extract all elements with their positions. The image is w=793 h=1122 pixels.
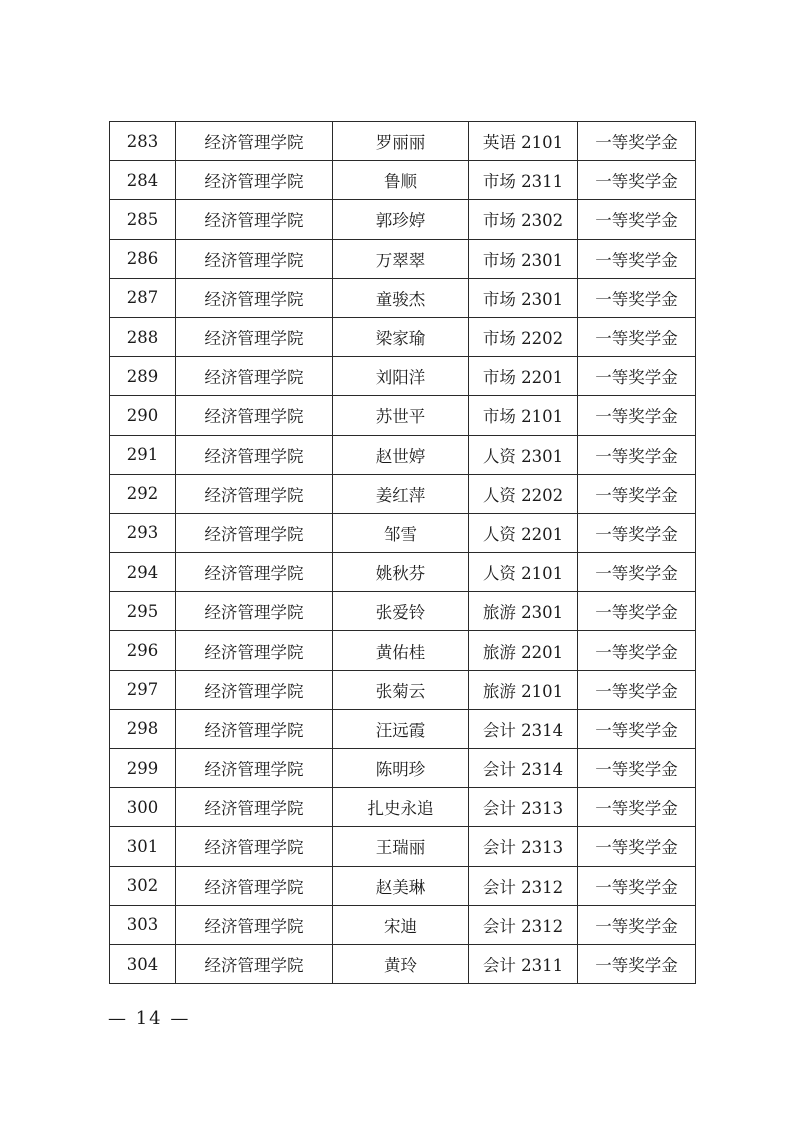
cell-award: 一等奖学金: [578, 905, 696, 944]
cell-award: 一等奖学金: [578, 161, 696, 200]
cell-college: 经济管理学院: [176, 709, 333, 748]
cell-number: 285: [110, 200, 176, 239]
cell-award: 一等奖学金: [578, 317, 696, 356]
cell-award: 一等奖学金: [578, 200, 696, 239]
cell-college: 经济管理学院: [176, 161, 333, 200]
cell-award: 一等奖学金: [578, 827, 696, 866]
cell-award: 一等奖学金: [578, 357, 696, 396]
cell-class: 市场 2202: [469, 317, 578, 356]
cell-class: 会计 2312: [469, 905, 578, 944]
cell-award: 一等奖学金: [578, 749, 696, 788]
table-body: [110, 122, 696, 984]
cell-class: 会计 2314: [469, 749, 578, 788]
cell-award: 一等奖学金: [578, 122, 696, 161]
cell-college: 经济管理学院: [176, 200, 333, 239]
cell-class: 人资 2202: [469, 474, 578, 513]
cell-award: 一等奖学金: [578, 631, 696, 670]
cell-class: 旅游 2101: [469, 670, 578, 709]
table-row: [110, 944, 696, 983]
table-row: [110, 905, 696, 944]
table-row: [110, 357, 696, 396]
cell-college: 经济管理学院: [176, 122, 333, 161]
cell-number: 297: [110, 670, 176, 709]
cell-class: 市场 2101: [469, 396, 578, 435]
cell-college: 经济管理学院: [176, 474, 333, 513]
table-row: [110, 827, 696, 866]
table-row: [110, 122, 696, 161]
table-row: [110, 553, 696, 592]
cell-class: 英语 2101: [469, 122, 578, 161]
cell-college: 经济管理学院: [176, 553, 333, 592]
cell-class: 人资 2301: [469, 435, 578, 474]
cell-number: 286: [110, 239, 176, 278]
cell-college: 经济管理学院: [176, 239, 333, 278]
cell-college: 经济管理学院: [176, 592, 333, 631]
cell-name: 赵美琳: [333, 866, 469, 905]
cell-award: 一等奖学金: [578, 592, 696, 631]
table-row: [110, 161, 696, 200]
cell-class: 人资 2101: [469, 553, 578, 592]
cell-college: 经济管理学院: [176, 788, 333, 827]
table-row: [110, 592, 696, 631]
cell-college: 经济管理学院: [176, 905, 333, 944]
cell-class: 市场 2311: [469, 161, 578, 200]
cell-class: 人资 2201: [469, 513, 578, 552]
cell-name: 罗丽丽: [333, 122, 469, 161]
cell-number: 284: [110, 161, 176, 200]
table-row: [110, 631, 696, 670]
cell-number: 294: [110, 553, 176, 592]
cell-college: 经济管理学院: [176, 278, 333, 317]
cell-class: 市场 2301: [469, 239, 578, 278]
cell-number: 296: [110, 631, 176, 670]
cell-college: 经济管理学院: [176, 435, 333, 474]
cell-name: 姚秋芬: [333, 553, 469, 592]
table-row: [110, 670, 696, 709]
cell-class: 会计 2312: [469, 866, 578, 905]
cell-class: 会计 2313: [469, 788, 578, 827]
cell-award: 一等奖学金: [578, 670, 696, 709]
cell-number: 298: [110, 709, 176, 748]
cell-name: 黄佑桂: [333, 631, 469, 670]
scholarship-table-container: [109, 121, 695, 984]
table-row: [110, 317, 696, 356]
cell-award: 一等奖学金: [578, 944, 696, 983]
cell-name: 赵世婷: [333, 435, 469, 474]
table-row: [110, 200, 696, 239]
table-row: [110, 866, 696, 905]
table-row: [110, 749, 696, 788]
cell-number: 303: [110, 905, 176, 944]
cell-name: 张菊云: [333, 670, 469, 709]
cell-class: 会计 2314: [469, 709, 578, 748]
cell-number: 300: [110, 788, 176, 827]
cell-name: 万翠翠: [333, 239, 469, 278]
table-row: [110, 435, 696, 474]
cell-number: 293: [110, 513, 176, 552]
cell-name: 宋迪: [333, 905, 469, 944]
table-row: [110, 788, 696, 827]
cell-college: 经济管理学院: [176, 396, 333, 435]
cell-award: 一等奖学金: [578, 866, 696, 905]
cell-name: 黄玲: [333, 944, 469, 983]
table-row: [110, 278, 696, 317]
page-number: — 14 —: [108, 1008, 191, 1029]
cell-name: 苏世平: [333, 396, 469, 435]
scholarship-table: [109, 121, 696, 984]
cell-number: 283: [110, 122, 176, 161]
cell-name: 刘阳洋: [333, 357, 469, 396]
cell-college: 经济管理学院: [176, 827, 333, 866]
cell-award: 一等奖学金: [578, 278, 696, 317]
cell-name: 梁家瑜: [333, 317, 469, 356]
cell-college: 经济管理学院: [176, 513, 333, 552]
cell-class: 会计 2311: [469, 944, 578, 983]
cell-name: 张爱铃: [333, 592, 469, 631]
cell-number: 288: [110, 317, 176, 356]
cell-college: 经济管理学院: [176, 631, 333, 670]
table-row: [110, 239, 696, 278]
cell-class: 旅游 2201: [469, 631, 578, 670]
cell-number: 304: [110, 944, 176, 983]
table-row: [110, 396, 696, 435]
cell-name: 扎史永追: [333, 788, 469, 827]
cell-number: 295: [110, 592, 176, 631]
cell-award: 一等奖学金: [578, 396, 696, 435]
cell-name: 童骏杰: [333, 278, 469, 317]
cell-class: 会计 2313: [469, 827, 578, 866]
cell-number: 301: [110, 827, 176, 866]
table-row: [110, 709, 696, 748]
cell-class: 市场 2301: [469, 278, 578, 317]
cell-name: 汪远霞: [333, 709, 469, 748]
cell-number: 289: [110, 357, 176, 396]
cell-award: 一等奖学金: [578, 709, 696, 748]
table-row: [110, 474, 696, 513]
cell-award: 一等奖学金: [578, 788, 696, 827]
cell-name: 邹雪: [333, 513, 469, 552]
cell-number: 302: [110, 866, 176, 905]
cell-number: 291: [110, 435, 176, 474]
cell-class: 旅游 2301: [469, 592, 578, 631]
cell-name: 姜红萍: [333, 474, 469, 513]
cell-college: 经济管理学院: [176, 749, 333, 788]
cell-number: 292: [110, 474, 176, 513]
cell-college: 经济管理学院: [176, 944, 333, 983]
cell-college: 经济管理学院: [176, 357, 333, 396]
cell-name: 陈明珍: [333, 749, 469, 788]
cell-class: 市场 2302: [469, 200, 578, 239]
cell-name: 鲁顺: [333, 161, 469, 200]
cell-number: 290: [110, 396, 176, 435]
cell-award: 一等奖学金: [578, 474, 696, 513]
cell-college: 经济管理学院: [176, 670, 333, 709]
cell-college: 经济管理学院: [176, 866, 333, 905]
cell-class: 市场 2201: [469, 357, 578, 396]
cell-name: 郭珍婷: [333, 200, 469, 239]
cell-award: 一等奖学金: [578, 513, 696, 552]
cell-award: 一等奖学金: [578, 553, 696, 592]
table-row: [110, 513, 696, 552]
cell-college: 经济管理学院: [176, 317, 333, 356]
cell-name: 王瑞丽: [333, 827, 469, 866]
cell-award: 一等奖学金: [578, 239, 696, 278]
cell-number: 299: [110, 749, 176, 788]
cell-award: 一等奖学金: [578, 435, 696, 474]
cell-number: 287: [110, 278, 176, 317]
